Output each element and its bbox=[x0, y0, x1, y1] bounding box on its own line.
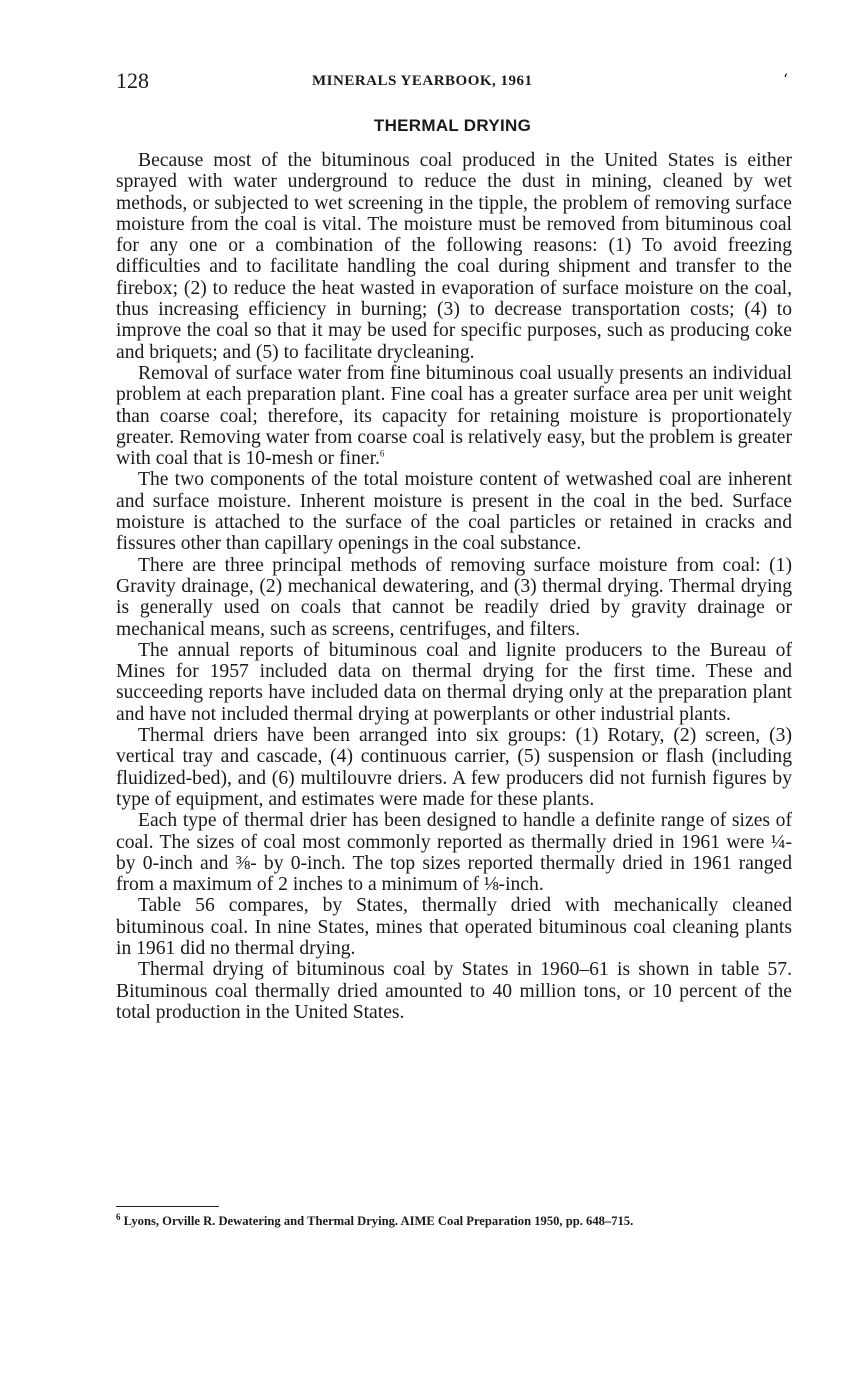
paragraph: There are three principal methods of removing surface moisture from coal: (1) Gravity drainage, (2) mechanical dewatering, and (3) thermal drying. Thermal drying is generally used on coals that cannot be readily dried by gravity drainage or mechanical means, such as screens, centrifuges, and filters. bbox=[116, 554, 792, 640]
section-title: THERMAL DRYING bbox=[373, 116, 532, 135]
footnote-marker: 6 bbox=[116, 1211, 121, 1222]
paragraph-text: Removal of surface water from fine bituminous coal usually presents an individual problem at each preparation plant. Fine coal has a greater surface area per unit weight than coarse coal; therefore, its capacity for retaining moisture is proportionately greater. Removing water from coarse coal is relatively easy, but the problem is greater with coal that is 10-mesh or finer. bbox=[116, 362, 792, 470]
paragraph: Thermal driers have been arranged into six groups: (1) Rotary, (2) screen, (3) vertical tray and cascade, (4) continuous carrier, (5) suspension or flash (including fluidized-bed), and (6) multilouvre driers. A few producers did not furnish figures by type of equipment, and estimates were made for these plants. bbox=[116, 725, 792, 810]
footnote-reference: 6 bbox=[379, 448, 385, 459]
footnote-divider bbox=[116, 1206, 219, 1207]
paragraph-with-footnote-ref bbox=[116, 363, 792, 469]
paragraph: Thermal drying of bituminous coal by States in 1960–61 is shown in table 57. Bituminous coal thermally dried amounted to 40 million tons, or 10 percent of the total production in the United States. bbox=[116, 959, 792, 1023]
body-text bbox=[116, 150, 792, 1023]
paragraph: Because most of the bituminous coal produced in the United States is either sprayed with water underground to reduce the dust in mining, cleaned by wet methods, or subjected to wet screening in the tipple, the problem of removing surface moisture from the coal is vital. The moisture must be removed from bituminous coal for any one or a combination of the following reasons: (1) To avoid freezing difficulties and to facilitate handling the coal during shipment and transfer to the firebox; (2) to reduce the heat wasted in evaporation of surface moisture on the coal, thus increasing efficiency in burning; (3) to decrease transportation costs; (4) to improve the coal so that it may be used for specific purposes, such as producing coke and briquets; and (5) to facilitate drycleaning. bbox=[116, 150, 792, 363]
paragraph: Table 56 compares, by States, thermally dried with mechanically cleaned bituminous coal. In nine States, mines that operated bituminous coal cleaning plants in 1961 did no thermal drying. bbox=[116, 895, 792, 959]
footnote bbox=[116, 1211, 806, 1229]
paragraph: The two components of the total moisture content of wetwashed coal are inherent and surface moisture. Inherent moisture is present in the coal in the bed. Surface moisture is attached to the surface of the coal particles or retained in cracks and fissures other than capillary openings in the coal substance. bbox=[116, 469, 792, 555]
corner-mark: ‘ bbox=[783, 70, 789, 89]
page-number: 128 bbox=[116, 68, 149, 93]
paragraph: Each type of thermal drier has been designed to handle a definite range of sizes of coal. The sizes of coal most commonly reported as thermally dried in 1961 were ¼- by 0-inch and ⅜- by 0-inch. The top sizes reported thermally dried in 1961 ranged from a maximum of 2 inches to a minimum of ⅛-inch. bbox=[116, 810, 792, 896]
running-title: MINERALS YEARBOOK, 1961 bbox=[312, 73, 533, 89]
footnote-text: Lyons, Orville R. Dewatering and Thermal Drying. AIME Coal Preparation 1950, pp. 648–715. bbox=[123, 1214, 634, 1228]
paragraph: The annual reports of bituminous coal and lignite producers to the Bureau of Mines for 1957 included data on thermal drying for the first time. These and succeeding reports have included data on thermal drying only at the preparation plant and have not included thermal drying at powerplants or other industrial plants. bbox=[116, 639, 792, 725]
